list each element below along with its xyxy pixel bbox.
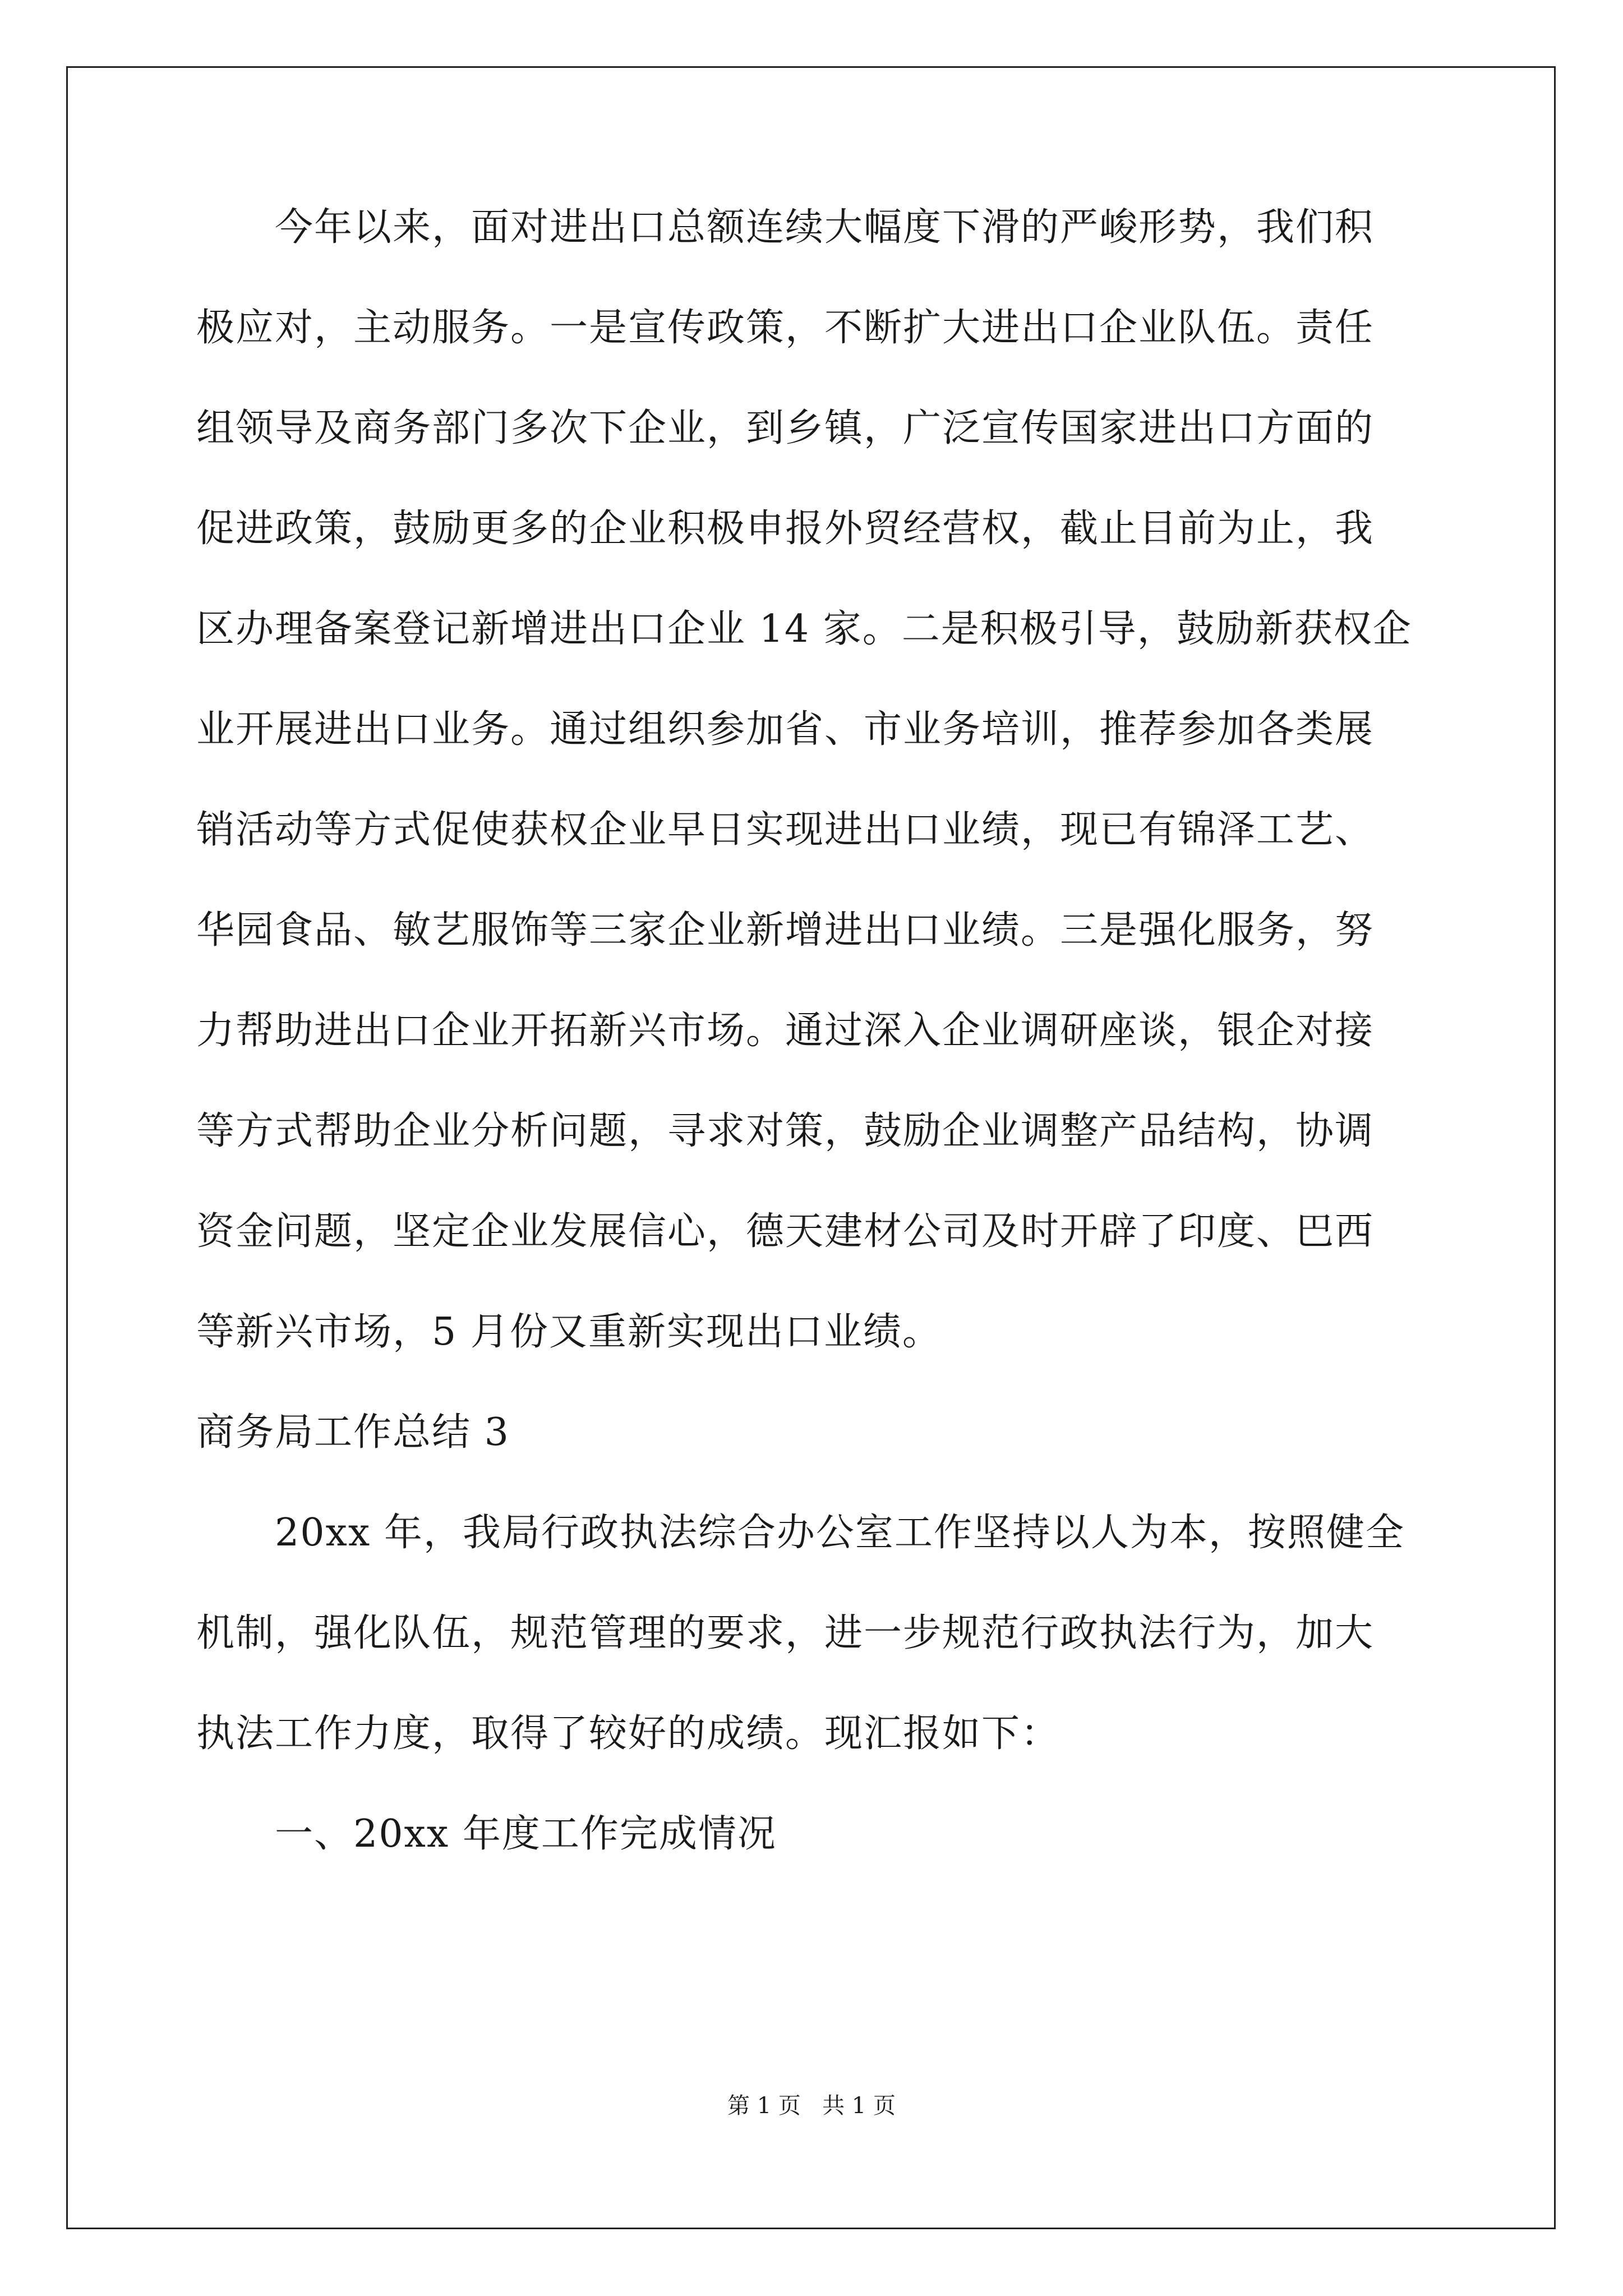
paragraph-line: 区办理备案登记新增进出口企业 14 家。二是积极引导，鼓励新获权企: [196, 607, 1412, 651]
paragraph-line: 极应对，主动服务。一是宣传政策，不断扩大进出口企业队伍。责任: [196, 306, 1375, 350]
paragraph-line: 销活动等方式促使获权企业早日实现进出口业绩，现已有锦泽工艺、: [196, 808, 1375, 852]
paragraph-line: 业开展进出口业务。通过组织参加省、市业务培训，推荐参加各类展: [196, 707, 1375, 752]
paragraph-line: 等新兴市场，5 月份又重新实现出口业绩。: [196, 1310, 942, 1354]
page-number-footer: 第 1 页 共 1 页: [727, 2093, 896, 2119]
paragraph-line: 资金问题，坚定企业发展信心，德天建材公司及时开辟了印度、巴西: [196, 1209, 1375, 1254]
paragraph-line: 今年以来，面对进出口总额连续大幅度下滑的严峻形势，我们积: [275, 205, 1375, 250]
paragraph-line: 执法工作力度，取得了较好的成绩。现汇报如下：: [196, 1711, 1061, 1756]
document-body: [196, 205, 1430, 1916]
section-title: 商务局工作总结 3: [196, 1410, 510, 1455]
paragraph-line: 机制，强化队伍，规范管理的要求，进一步规范行政执法行为，加大: [196, 1611, 1375, 1655]
paragraph-line: 力帮助进出口企业开拓新兴市场。通过深入企业调研座谈，银企对接: [196, 1009, 1375, 1053]
paragraph-line: 组领导及商务部门多次下企业，到乡镇，广泛宣传国家进出口方面的: [196, 406, 1375, 450]
paragraph-line: 促进政策，鼓励更多的企业积极申报外贸经营权，截止目前为止，我: [196, 507, 1375, 551]
paragraph-line: 华园食品、敏艺服饰等三家企业新增进出口业绩。三是强化服务，努: [196, 908, 1375, 953]
paragraph-line: 20xx 年，我局行政执法综合办公室工作坚持以人为本，按照健全: [275, 1511, 1405, 1555]
subheading: 一、20xx 年度工作完成情况: [275, 1812, 777, 1856]
paragraph-line: 等方式帮助企业分析问题，寻求对策，鼓励企业调整产品结构，协调: [196, 1109, 1375, 1153]
